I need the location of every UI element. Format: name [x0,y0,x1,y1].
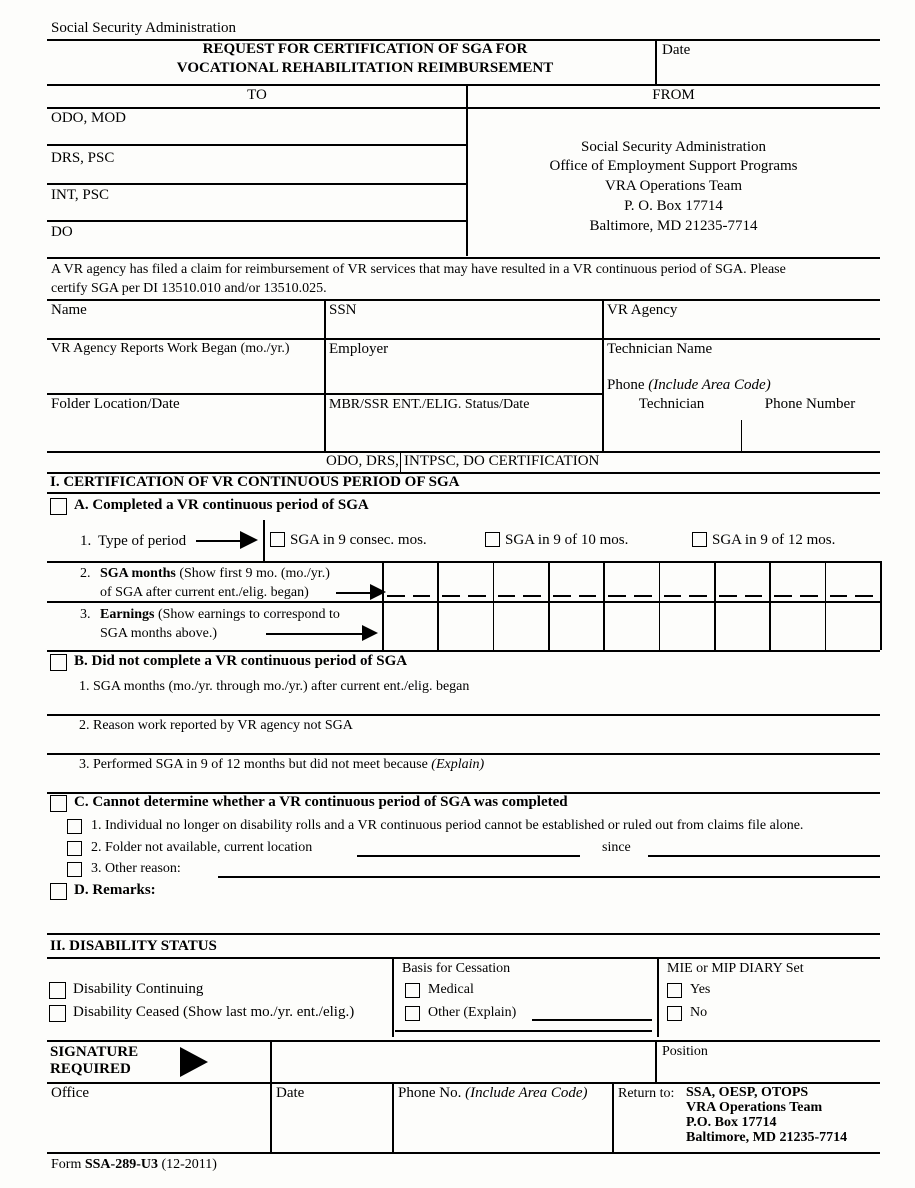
item-a3-line2: SGA months above.) [100,626,218,641]
field-vr-agency[interactable] [604,300,878,336]
rule-above-footer [47,1152,880,1154]
arrow-right-icon [362,625,378,641]
label-folder-location: Folder Location/Date [51,396,180,412]
item-c1: 1. Individual no longer on disability rolls and a VR continuous period cannot be established or ruled out from claims file alone. [91,818,804,833]
checkbox-sga-9-consec[interactable] [270,532,285,547]
checkbox-section-d[interactable] [50,883,67,900]
to-row-label-0: ODO, MOD [51,110,126,126]
section-ii-heading: II. DISABILITY STATUS [50,938,217,954]
sga-month-blank [664,595,682,597]
form-title-line1: REQUEST FOR CERTIFICATION OF SGA FOR [202,41,528,57]
earnings-cell[interactable] [439,603,490,648]
divider-title-date [655,39,657,84]
label-date-bottom: Date [276,1085,305,1101]
to-row-label-2: INT, PSC [51,187,110,203]
rule-under-remarks [47,933,880,935]
checkbox-c2[interactable] [67,841,82,856]
sga-grid-divider [880,561,882,650]
item-a3-rest: (Show earnings to correspond to [154,607,340,622]
rule-under-b2 [47,753,880,755]
label-office: Office [51,1085,90,1101]
item-c2-since-label: since [602,840,631,855]
phone-no-text: Phone No. [398,1085,466,1101]
field-basis-other-explain[interactable] [532,1019,652,1021]
field-office[interactable] [48,1103,266,1151]
from-address-line-0: Social Security Administration [581,139,766,155]
sga-year-blank [468,595,486,597]
footer-form-id [51,1157,217,1173]
item-a3-text [100,607,340,623]
to-row-field-3[interactable] [47,222,465,256]
sga-year-blank [689,595,707,597]
divider-position [655,1040,657,1082]
checkbox-disability-continuing[interactable] [49,982,66,999]
field-c3-other-reason[interactable] [218,876,880,878]
to-row-label-1: DRS, PSC [51,150,115,166]
label-diary-yes: Yes [690,982,711,997]
rule-under-sga-grid [47,650,880,652]
return-address-line-0: SSA, OESP, OTOPS [686,1085,809,1100]
divider-technician-phone [741,420,742,451]
label-employer: Employer [329,341,389,357]
field-phone-number[interactable] [743,418,879,450]
sga-year-blank [800,595,818,597]
to-row-field-1[interactable] [47,146,465,182]
rule-under-section-i-heading [47,492,880,494]
label-basis-medical: Medical [428,982,474,997]
label-technician-name: Technician Name [607,341,713,357]
sga-year-blank [579,595,597,597]
sga-month-cell[interactable] [661,563,712,599]
checkbox-basis-medical[interactable] [405,983,420,998]
option-label-0: SGA in 9 consec. mos. [290,532,427,548]
checkbox-diary-yes[interactable] [667,983,682,998]
label-return-to: Return to: [618,1086,675,1101]
label-name: Name [51,302,87,318]
divider-a1-options [263,520,265,561]
field-name[interactable] [48,300,322,336]
field-folder-location[interactable] [48,413,322,449]
sga-month-blank [442,595,460,597]
footer-form-date: (12-2011) [157,1157,217,1172]
item-a1-number: 1. [80,533,92,549]
item-a3-bold: Earnings [100,607,155,622]
earnings-cell[interactable] [495,603,546,648]
footer-form-number: SSA-289-U3 [84,1157,158,1172]
label-basis-for-cessation: Basis for Cessation [402,961,511,976]
sga-month-cell[interactable] [384,563,435,599]
label-position: Position [662,1044,708,1059]
rule-info-row2 [47,393,602,395]
label-vr-agency: VR Agency [607,302,678,318]
sga-month-cell[interactable] [550,563,601,599]
rule-info-row1 [47,338,880,340]
label-work-began: VR Agency Reports Work Began (mo./yr.) [51,341,290,356]
label-mbr-ssr: MBR/SSR ENT./ELIG. Status/Date [329,397,530,412]
item-a2-number: 2. [80,566,91,581]
return-address-line-3: Baltimore, MD 21235-7714 [686,1130,848,1145]
item-a2-text [100,566,330,582]
rule-under-section-ii-heading [47,957,880,959]
return-address-line-1: VRA Operations Team [686,1100,823,1115]
date-label: Date [662,42,691,58]
signature-required-line1: SIGNATURE [50,1044,139,1060]
sga-month-cell[interactable] [771,563,822,599]
sga-year-blank [745,595,763,597]
item-a2-line2: of SGA after current ent./elig. began) [100,585,309,600]
from-address-line-4: Baltimore, MD 21235-7714 [589,218,758,234]
sga-month-blank [387,595,405,597]
earnings-cell[interactable] [716,603,767,648]
option-label-1: SGA in 9 of 10 mos. [505,532,629,548]
col-header-to: TO [247,87,267,103]
col-header-from: FROM [652,87,695,103]
from-address-line-3: P. O. Box 17714 [624,198,723,214]
field-remarks[interactable] [47,900,880,932]
certification-bar-left: ODO, DRS, [326,453,399,469]
item-c2: 2. Folder not available, current location [91,840,313,855]
sga-month-cell[interactable] [716,563,767,599]
item-b1: 1. SGA months (mo./yr. through mo./yr.) after current ent./elig. began [79,679,470,694]
from-address-line-2: VRA Operations Team [605,178,742,194]
field-date-bottom[interactable] [272,1103,390,1151]
field-phone-no[interactable] [394,1103,610,1151]
sga-month-blank [830,595,848,597]
rule-under-title [47,84,880,86]
phone-label-text: Phone [607,377,649,393]
to-row-field-2[interactable] [47,185,465,219]
item-a3-number: 3. [80,607,91,622]
field-work-began[interactable] [48,358,322,391]
field-b3[interactable] [47,775,880,792]
checkbox-section-b[interactable] [50,654,67,671]
label-basis-other: Other (Explain) [428,1005,517,1020]
phone-label-italic: (Include Area Code) [648,377,771,393]
rule-under-to-from-block [47,257,880,259]
checkbox-disability-ceased[interactable] [49,1005,66,1022]
arrow-a2-line [336,592,374,594]
divider-phone-returnto [612,1082,614,1152]
item-b3-italic: (Explain) [431,757,485,772]
section-i-heading: I. CERTIFICATION OF VR CONTINUOUS PERIOD OF SGA [50,474,460,490]
item-b3-text: 3. Performed SGA in 9 of 12 months but did not meet because [79,757,432,772]
checkbox-basis-other[interactable] [405,1006,420,1021]
section-b-label: B. Did not complete a VR continuous period of SGA [74,653,408,669]
certification-bar-right: INTPSC, DO CERTIFICATION [404,453,600,469]
field-ssn[interactable] [326,300,600,336]
item-a2-rest: (Show first 9 mo. (mo./yr.) [175,566,330,581]
sga-year-blank [413,595,431,597]
label-disability-continuing: Disability Continuing [73,981,204,997]
item-b3 [79,757,484,773]
rule-under-signature [47,1082,880,1084]
field-mbr-ssr[interactable] [326,413,600,449]
sga-year-blank [855,595,873,597]
label-disability-ceased: Disability Ceased (Show last mo./yr. ent./elig.) [73,1004,355,1020]
earnings-cell[interactable] [605,603,656,648]
label-phone-no [398,1085,588,1102]
sga-month-blank [608,595,626,597]
label-technician: Technician [638,396,705,412]
item-b2: 2. Reason work reported by VR agency not SGA [79,718,353,733]
checkbox-section-c[interactable] [50,795,67,812]
divider-ii-left [392,957,394,1037]
label-phone-number: Phone Number [764,396,856,412]
field-employer[interactable] [326,358,600,391]
earnings-cell[interactable] [661,603,712,648]
label-phone-include-area-code [607,377,771,394]
checkbox-section-a[interactable] [50,498,67,515]
return-address-line-2: P.O. Box 17714 [686,1115,777,1130]
field-c2-since[interactable] [648,855,880,857]
earnings-cell[interactable] [771,603,822,648]
checkbox-sga-9-of-10[interactable] [485,532,500,547]
field-b2[interactable] [47,736,880,753]
signature-required-line2: REQUIRED [50,1061,131,1077]
checkbox-sga-9-of-12[interactable] [692,532,707,547]
checkbox-diary-no[interactable] [667,1006,682,1021]
section-d-label: D. Remarks: [74,882,156,898]
arrow-right-icon [180,1047,208,1077]
sga-month-cell[interactable] [495,563,546,599]
phone-no-italic: (Include Area Code) [465,1085,588,1101]
field-c2-location[interactable] [357,855,580,857]
sga-year-blank [523,595,541,597]
checkbox-c3[interactable] [67,862,82,877]
form-title-line2: VOCATIONAL REHABILITATION REIMBURSEMENT [176,60,554,76]
intro-line2: certify SGA per DI 13510.010 and/or 13510.025. [51,281,327,296]
from-address-line-1: Office of Employment Support Programs [549,158,798,174]
item-a2-bold: SGA months [100,566,176,581]
sga-year-blank [634,595,652,597]
earnings-cell[interactable] [384,603,435,648]
sga-month-blank [553,595,571,597]
sga-month-blank [719,595,737,597]
field-basis-other-explain-line2[interactable] [395,1030,652,1032]
label-ssn: SSN [329,302,357,318]
agency-header: Social Security Administration [51,20,236,36]
sga-month-blank [774,595,792,597]
intro-line1: A VR agency has filed a claim for reimbursement of VR services that may have resulted in a VR continuous period of SGA. Please [51,262,786,277]
section-a-label: A. Completed a VR continuous period of SGA [74,497,369,513]
earnings-cell[interactable] [827,603,878,648]
sga-month-blank [498,595,516,597]
label-diary-no: No [690,1005,708,1020]
item-c3: 3. Other reason: [91,861,181,876]
footer-form-prefix: Form [51,1157,85,1172]
field-b1[interactable] [47,697,880,714]
label-mie-mip-diary: MIE or MIP DIARY Set [667,961,804,976]
sga-month-cell[interactable] [827,563,878,599]
to-row-label-3: DO [51,224,73,240]
option-label-2: SGA in 9 of 12 mos. [712,532,836,548]
arrow-right-icon [240,531,258,549]
checkbox-c1[interactable] [67,819,82,834]
arrow-a1-line [196,540,244,542]
to-row-field-0[interactable] [47,108,465,144]
field-signature[interactable] [272,1042,654,1080]
rule-under-b1 [47,714,880,716]
date-field[interactable] [700,40,878,82]
earnings-cell[interactable] [550,603,601,648]
divider-certification-bar [400,452,401,472]
field-position[interactable] [658,1060,878,1081]
sga-month-cell[interactable] [605,563,656,599]
arrow-a3-line [266,633,366,635]
sga-month-cell[interactable] [439,563,490,599]
field-technician[interactable] [604,418,740,450]
section-c-label: C. Cannot determine whether a VR continuous period of SGA was completed [74,794,568,810]
item-a1-label: Type of period [98,533,187,549]
divider-ii-right [657,957,659,1037]
